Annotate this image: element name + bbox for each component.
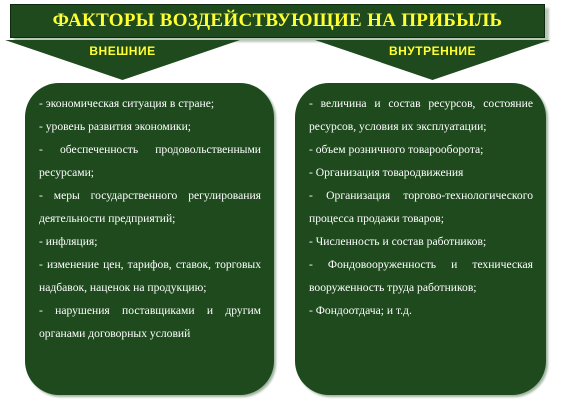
- external-label: ВНЕШНИЕ: [89, 44, 156, 58]
- external-factor-item: - уровень развития экономики;: [39, 120, 191, 133]
- internal-factors-list: [309, 92, 533, 322]
- external-factor-item: - обеспеченность продовольственными ресурсами;: [39, 143, 261, 179]
- internal-label: ВНУТРЕННИЕ: [388, 44, 477, 58]
- internal-factor-item: - величина и состав ресурсов, состояние ресурсов, условия их эксплуатации;: [309, 97, 533, 133]
- external-factor-item: - нарушения поставщиками и другим органами договорных условий: [39, 304, 261, 340]
- diagram-title: ФАКТОРЫ ВОЗДЕЙСТВУЮЩИЕ НА ПРИБЫЛЬ: [52, 10, 503, 31]
- internal-factor-item: - Фондоотдача; и т.д.: [309, 304, 412, 317]
- internal-factor-item: - Организация торгово-технологического процесса продажи товаров;: [309, 189, 533, 225]
- external-factors-box: [25, 83, 274, 395]
- external-factor-item: - меры государственного регулирования деятельности предприятий;: [39, 189, 261, 225]
- internal-factor-item: - Фондовооруженность и техническая вооруженность труда работников;: [309, 258, 533, 294]
- external-factor-item: - инфляция;: [39, 235, 98, 248]
- external-factors-list: [39, 92, 261, 345]
- internal-factor-item: - объем розничного товарооборота;: [309, 143, 484, 156]
- external-factor-item: - изменение цен, тарифов, ставок, торговых надбавок, наценок на продукцию;: [39, 258, 261, 294]
- external-factor-item: - экономическая ситуация в стране;: [39, 97, 215, 110]
- internal-factor-item: - Численность и состав работников;: [309, 235, 487, 248]
- internal-factors-box: [295, 83, 546, 395]
- title-banner: [10, 4, 545, 38]
- internal-factor-item: - Организация товародвижения: [309, 166, 464, 179]
